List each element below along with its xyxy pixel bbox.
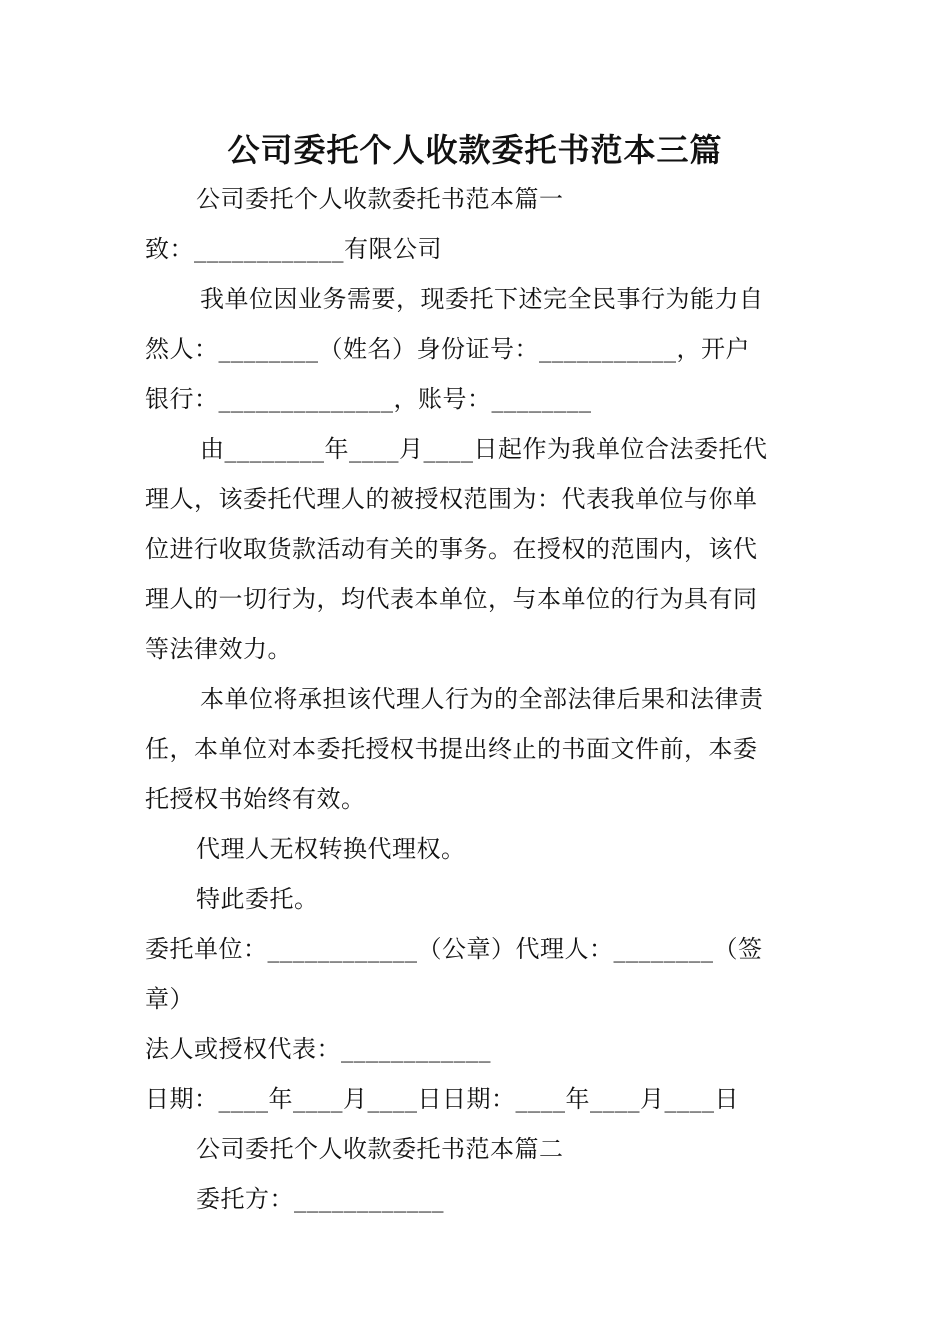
paragraph-3-line-1: 本单位将承担该代理人行为的全部法律后果和法律责: [200, 685, 764, 713]
paragraph-2-line-5: 等法律效力。: [145, 635, 292, 663]
paragraph-3-line-3: 托授权书始终有效。: [145, 785, 366, 813]
paragraph-3-line-2: 任，本单位对本委托授权书提出终止的书面文件前，本委: [145, 735, 758, 763]
date-line: 日期：____年____月____日日期：____年____月____日: [145, 1085, 739, 1113]
signature-line-2: 章）: [145, 985, 194, 1013]
paragraph-1-line-1: 我单位因业务需要，现委托下述完全民事行为能力自: [200, 285, 764, 313]
paragraph-2-line-1: 由________年____月____日起作为我单位合法委托代: [200, 435, 768, 463]
paragraph-4: 代理人无权转换代理权。: [196, 835, 466, 863]
paragraph-2-line-4: 理人的一切行为，均代表本单位，与本单位的行为具有同: [145, 585, 758, 613]
paragraph-5: 特此委托。: [196, 885, 319, 913]
document-title: 公司委托个人收款委托书范本三篇: [227, 131, 723, 169]
paragraph-1-line-2: 然人：________（姓名）身份证号：___________，开户: [145, 335, 750, 363]
recipient-line: 致：____________有限公司: [145, 235, 442, 263]
legal-rep-line: 法人或授权代表：____________: [145, 1035, 491, 1063]
section-heading-1: 公司委托个人收款委托书范本篇一: [196, 185, 564, 213]
paragraph-2-line-2: 理人，该委托代理人的被授权范围为：代表我单位与你单: [145, 485, 758, 513]
paragraph-1-line-3: 银行：______________，账号：________: [145, 385, 592, 413]
section-heading-2: 公司委托个人收款委托书范本篇二: [196, 1135, 564, 1163]
principal-line: 委托方：____________: [196, 1185, 444, 1213]
paragraph-2-line-3: 位进行收取货款活动有关的事务。在授权的范围内，该代: [145, 535, 758, 563]
signature-line-1: 委托单位：____________（公章）代理人：________（签: [145, 935, 763, 963]
